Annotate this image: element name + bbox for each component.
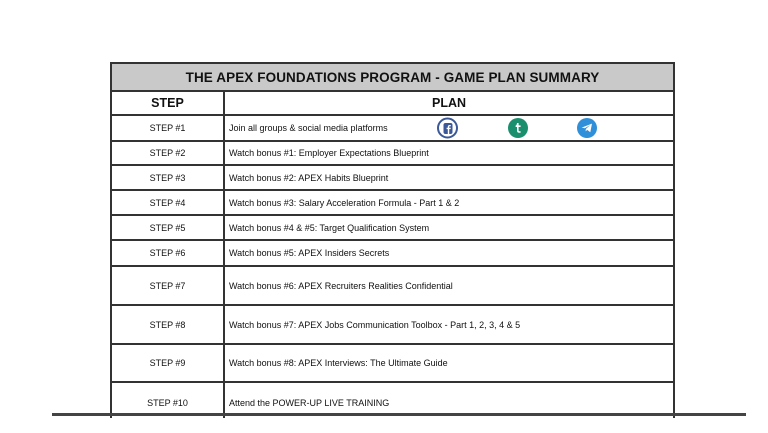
plan-cell: Watch bonus #7: APEX Jobs Communication Toolbox - Part 1, 2, 3, 4 & 5 bbox=[229, 319, 521, 330]
step-header: STEP bbox=[112, 92, 225, 114]
plan-cell: Watch bonus #1: Employer Expectations Blueprint bbox=[229, 148, 429, 158]
facebook-icon[interactable] bbox=[437, 118, 458, 139]
plan-cell: Watch bonus #3: Salary Acceleration Formula - Part 1 & 2 bbox=[229, 197, 460, 208]
table-title: THE APEX FOUNDATIONS PROGRAM - GAME PLAN SUMMARY bbox=[112, 64, 673, 92]
step-cell: STEP #2 bbox=[112, 142, 225, 164]
plan-cell: Attend the POWER-UP LIVE TRAINING bbox=[229, 398, 390, 408]
step-cell: STEP #3 bbox=[112, 166, 225, 189]
step-cell: STEP #9 bbox=[112, 345, 225, 381]
step-cell: STEP #4 bbox=[112, 191, 225, 214]
plan-cell: Watch bonus #8: APEX Interviews: The Ultimate Guide bbox=[229, 358, 448, 368]
plan-cell: Watch bonus #5: APEX Insiders Secrets bbox=[229, 248, 390, 258]
table-row bbox=[112, 142, 673, 166]
plan-cell: Watch bonus #2: APEX Habits Blueprint bbox=[229, 172, 389, 183]
plan-text: Join all groups & social media platforms bbox=[229, 123, 388, 133]
table-row bbox=[112, 216, 673, 241]
table-row bbox=[112, 191, 673, 216]
step-cell: STEP #6 bbox=[112, 241, 225, 265]
plan-cell bbox=[225, 116, 673, 140]
table-row bbox=[112, 345, 673, 383]
plan-cell: Watch bonus #6: APEX Recruiters Realities Confidential bbox=[229, 280, 453, 291]
page-divider bbox=[52, 413, 746, 416]
step-cell: STEP #5 bbox=[112, 216, 225, 239]
table-row bbox=[112, 306, 673, 345]
plan-header: PLAN bbox=[431, 96, 467, 110]
plan-cell: Watch bonus #4 & #5: Target Qualification System bbox=[229, 222, 430, 233]
table-row bbox=[112, 166, 673, 191]
step-cell: STEP #7 bbox=[112, 267, 225, 304]
header-row bbox=[112, 92, 673, 116]
step-cell: STEP #10 bbox=[112, 383, 225, 418]
tumblr-icon[interactable] bbox=[508, 118, 528, 138]
table-row bbox=[112, 116, 673, 142]
step-cell: STEP #8 bbox=[112, 306, 225, 343]
game-plan-table bbox=[110, 62, 675, 418]
telegram-icon[interactable] bbox=[577, 118, 597, 138]
step-cell: STEP #1 bbox=[112, 116, 225, 140]
table-row bbox=[112, 241, 673, 267]
table-row bbox=[112, 267, 673, 306]
